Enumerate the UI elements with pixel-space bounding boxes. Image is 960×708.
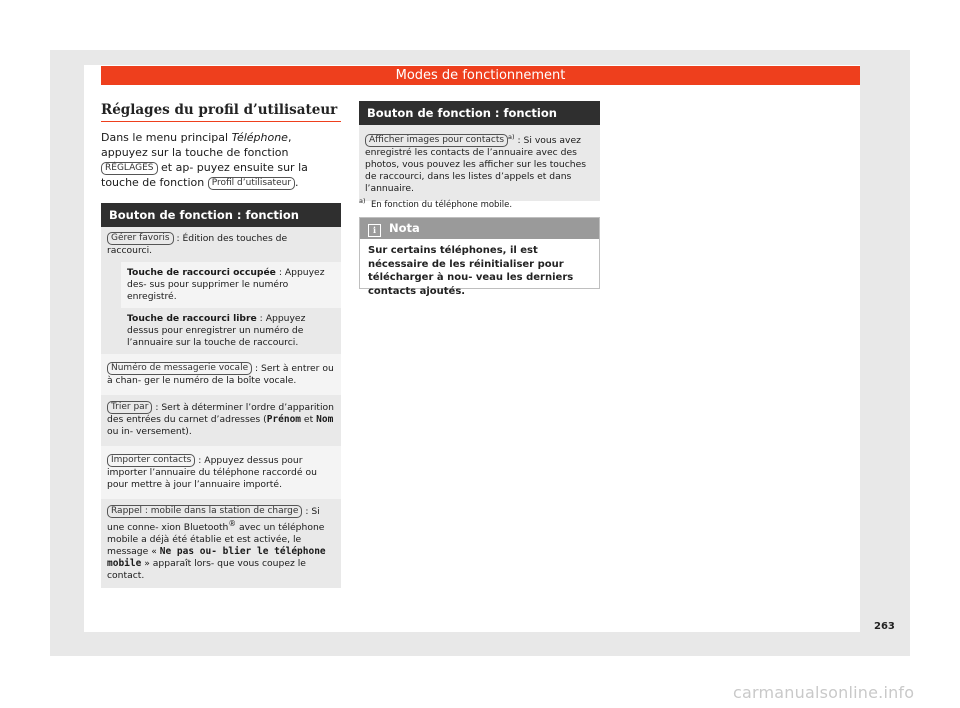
footnote-mark: a) xyxy=(359,197,366,205)
mono-message: Ne pas ou- blier le téléphone mobile xyxy=(107,546,326,570)
note-title: Nota xyxy=(389,221,420,235)
settings-key: RÉGLAGES xyxy=(101,162,158,175)
function-table xyxy=(101,203,341,588)
note-header xyxy=(360,218,599,239)
row-text: : Si vous avez enregistré les contacts de l’annuaire avec des photos, vous pouvez les afficher sur les touches de raccourci, dans les listes d’appels et dans l’annuaire. xyxy=(365,135,587,195)
function-key: Gérer favoris xyxy=(107,232,174,245)
row-text: : Édition des touches de raccourci. xyxy=(107,233,288,256)
row-text: : Appuyez des- sus pour supprimer le numéro enregistré. xyxy=(127,267,325,302)
intro-text: et ap- puyez ensuite sur la touche de fonction xyxy=(101,161,308,189)
table-row xyxy=(101,446,341,499)
mono-label: Prénom xyxy=(266,414,302,425)
subrow-title: Touche de raccourci occupée xyxy=(127,267,276,278)
function-key: Numéro de messagerie vocale xyxy=(107,362,252,375)
function-key: Trier par xyxy=(107,401,152,414)
intro-text: Dans le menu principal xyxy=(101,131,232,144)
info-icon: i xyxy=(368,224,381,237)
function-table-2 xyxy=(359,101,600,201)
section-title: Réglages du profil d’utilisateur xyxy=(101,102,338,118)
row-text: ou in- versement). xyxy=(107,426,192,437)
row-text: avec un téléphone mobile a déjà été établie et est activée, le message « xyxy=(107,522,325,558)
footnote xyxy=(359,195,600,211)
table-subrow xyxy=(101,262,341,308)
function-key: Importer contacts xyxy=(107,454,195,467)
chapter-header: Modes de fonctionnement xyxy=(101,66,860,85)
table-header: Bouton de fonction : fonction xyxy=(101,203,341,227)
table-row xyxy=(101,354,341,395)
row-text: : Si une conne- xion Bluetooth xyxy=(107,506,320,534)
footnote-text: En fonction du téléphone mobile. xyxy=(370,199,513,210)
intro-text: , appuyez sur la touche de fonction xyxy=(101,131,292,159)
mono-label: Nom xyxy=(316,414,334,425)
watermark: carmanualsonline.info xyxy=(733,683,915,702)
user-profile-key: Profil d’utilisateur xyxy=(208,177,295,190)
row-text: : Appuyez dessus pour enregistrer un numéro de l’annuaire sur la touche de raccourci. xyxy=(127,313,306,348)
function-key: Rappel : mobile dans la station de charge xyxy=(107,505,302,518)
intro-text: . xyxy=(295,176,299,189)
table-header: Bouton de fonction : fonction xyxy=(359,101,600,125)
intro-menu-name: Téléphone xyxy=(231,131,288,144)
title-divider xyxy=(101,121,341,122)
intro-paragraph xyxy=(101,130,341,190)
table-row xyxy=(101,227,341,262)
footnote-ref: a) xyxy=(508,133,515,141)
row-text: » apparaît lors- que vous coupez le contact. xyxy=(107,558,306,582)
table-row xyxy=(101,395,341,446)
row-text: et xyxy=(301,414,317,425)
note-body: Sur certains téléphones, il est nécessaire de les réinitialiser pour télécharger à nou- veau les derniers contacts ajoutés. xyxy=(368,245,574,297)
table-subrow xyxy=(101,308,341,354)
page-number: 263 xyxy=(874,621,895,632)
row-text: : Sert à déterminer l’ordre d’apparition des entrées du carnet d’adresses ( xyxy=(107,402,335,425)
table-row xyxy=(101,499,341,588)
note-box xyxy=(359,217,600,297)
row-text: : Appuyez dessus pour importer l’annuaire du téléphone raccordé ou pour mettre à jour l’annuaire importé. xyxy=(107,455,317,490)
subrow-title: Touche de raccourci libre xyxy=(127,313,257,324)
table-row xyxy=(359,125,600,201)
row-text: : Sert à entrer ou à chan- ger le numéro de la boîte vocale. xyxy=(107,363,334,386)
superscript: ® xyxy=(228,519,237,528)
function-key: Afficher images pour contacts xyxy=(365,134,508,147)
